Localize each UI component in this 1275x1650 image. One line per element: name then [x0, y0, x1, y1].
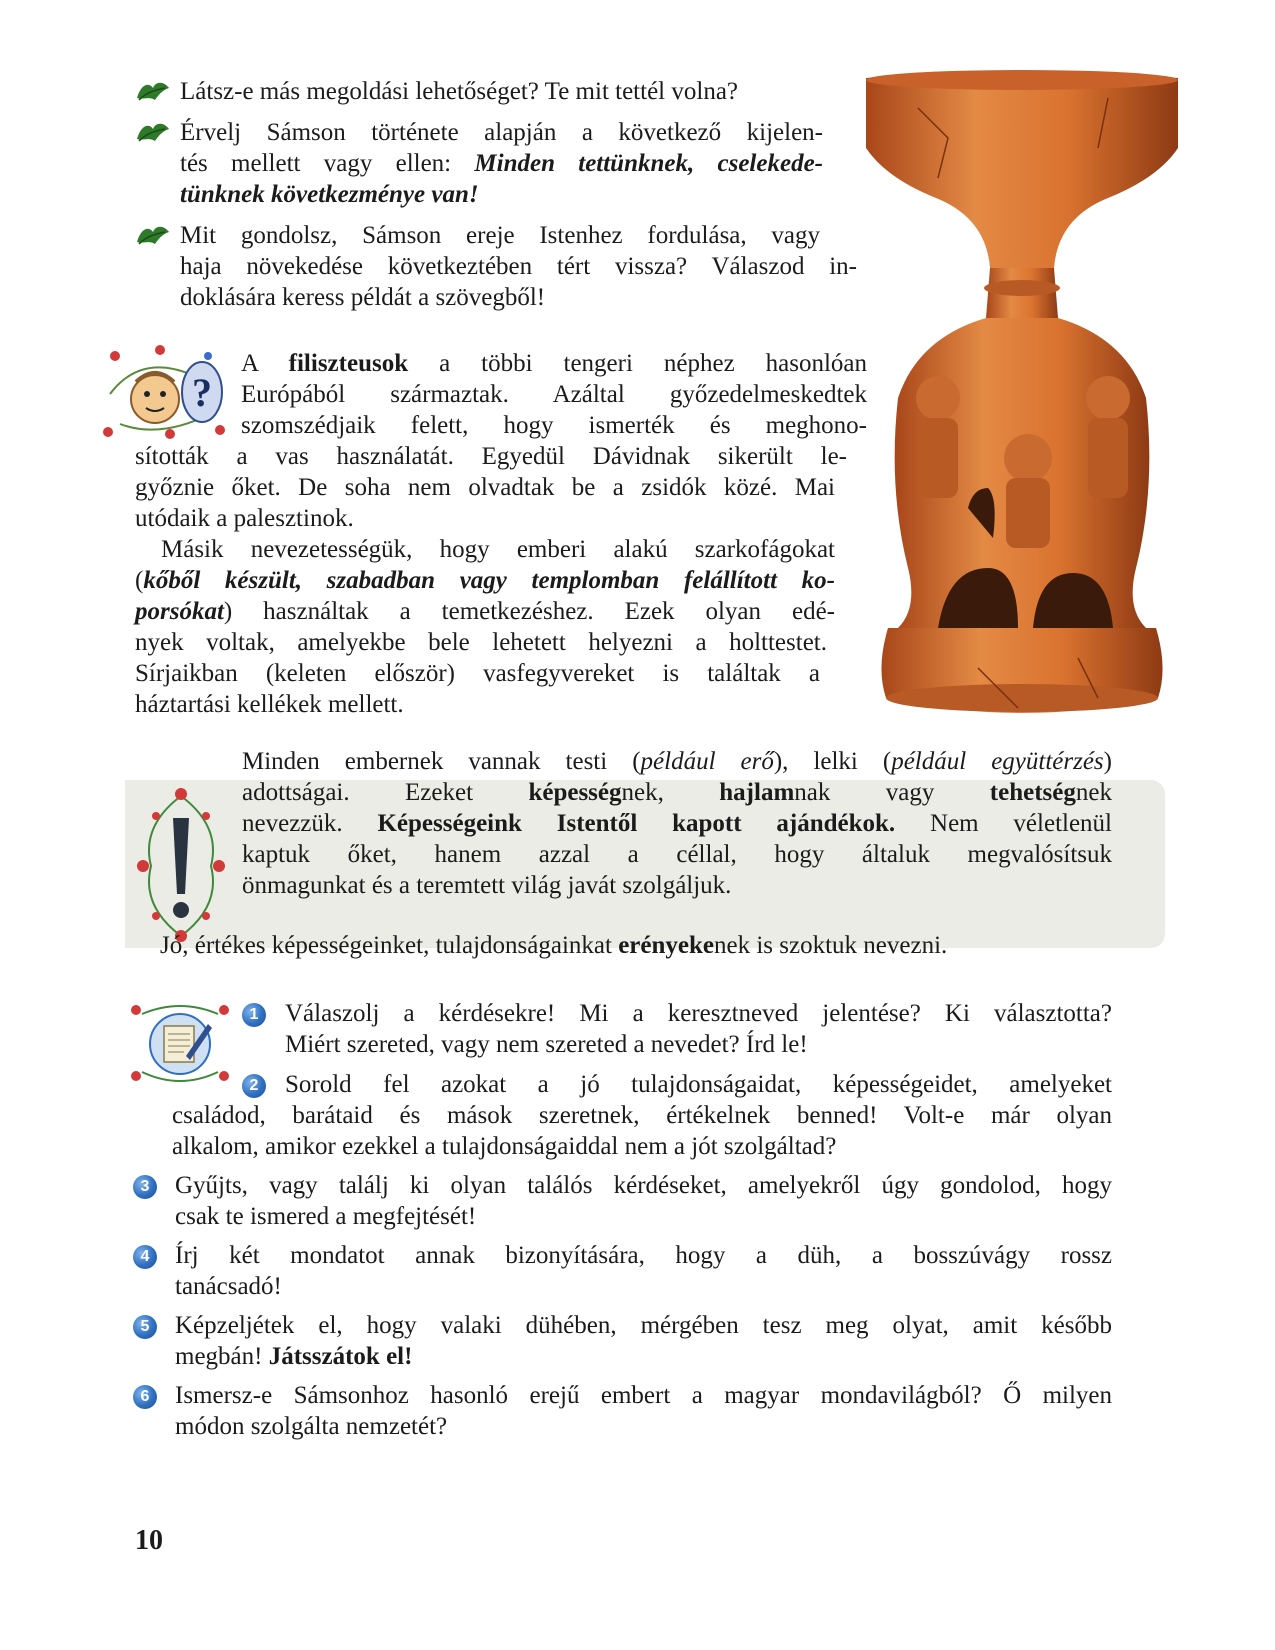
question-2 [135, 117, 823, 210]
task-number-4: 4 [133, 1245, 157, 1269]
text-line: győznie őket. De soha nem olvadtak be a zsidók közé. Mai [135, 474, 835, 501]
question-3 [135, 220, 857, 313]
text-line: nyek voltak, amelyekbe bele lehetett helyezni a holttestet. [135, 629, 827, 656]
question-text: Látsz-e más megoldási lehetőséget? Te mit tettél volna? [180, 78, 739, 105]
question-line: tünknek következménye van! [180, 181, 479, 208]
text-line: (kőből készült, szabadban vagy templomban felállított ko- [135, 567, 835, 594]
page-number: 10 [135, 1525, 163, 1556]
question-line: Érvelj Sámson története alapján a következő kijelen- [180, 119, 823, 146]
text-line: Másik nevezetességük, hogy emberi alakú szarkofágokat [161, 536, 835, 563]
task-2 [172, 1069, 1112, 1162]
philistines-paragraph [135, 348, 867, 534]
text-line: utódaik a palesztinok. [135, 505, 354, 532]
text-line: csak te ismered a megfejtését! [175, 1203, 477, 1230]
task-number-6: 6 [133, 1385, 157, 1409]
text-line: nevezzük. Képességeink Istentől kapott ajándékok. Nem véletlenül [242, 810, 1113, 837]
svg-text:?: ? [192, 370, 212, 415]
virtues-sentence: Jó, értékes képességeinket, tulajdonságainkat erényekenek is szoktuk nevezni. [160, 932, 948, 959]
exclamation-ornament-icon [131, 786, 231, 944]
task-number-1: 1 [242, 1003, 266, 1027]
question-line: tés mellett vagy ellen: Minden tettünknek, cselekede- [180, 150, 823, 177]
question-line: Mit gondolsz, Sámson ereje Istenhez fordulása, vagy [180, 222, 820, 249]
text-line: szomszédjaik felett, hogy ismerték és meghono- [241, 412, 867, 439]
task-number-2: 2 [242, 1074, 266, 1098]
task-5 [175, 1310, 1112, 1372]
text-line: Sírjaikban (keleten először) vasfegyvereket is találtak a [135, 660, 820, 687]
task-number-5: 5 [133, 1315, 157, 1339]
text-line: Gyűjts, vagy találj ki olyan találós kérdéseket, amelyekről úgy gondolod, hogy [175, 1172, 1112, 1199]
task-number-3: 3 [133, 1175, 157, 1199]
task-6 [175, 1380, 1112, 1442]
text-line: kaptuk őket, hanem azzal a céllal, hogy általuk megvalósítsuk [242, 841, 1112, 868]
text-line: Európából származtak. Azáltal győzedelmeskedtek [241, 381, 867, 408]
text-line: porsókat) használtak a temetkezéshez. Ezek olyan edé- [135, 598, 835, 625]
text-line: Sorold fel azokat a jó tulajdonságaidat, képességeidet, amelyeket [285, 1071, 1112, 1098]
text-line: önmagunkat és a teremtett világ javát szolgáljuk. [242, 872, 732, 899]
task-4 [175, 1240, 1112, 1302]
leaf-bullet-icon [135, 119, 171, 145]
question-line: haja növekedése következtében tért vissza? Válaszod in- [180, 253, 857, 280]
leaf-bullet-icon [135, 78, 171, 104]
text-line: A filiszteusok a többi tengeri néphez hasonlóan [241, 350, 867, 377]
text-line: Válaszolj a kérdésekre! Mi a keresztneved jelentése? Ki választotta? [285, 1000, 1112, 1027]
text-line: sították a vas használatát. Egyedül Dávidnak sikerült le- [135, 443, 847, 470]
text-line: megbán! Játsszátok el! [175, 1343, 413, 1370]
leaf-bullet-icon [135, 222, 171, 248]
text-line: Miért szereted, vagy nem szereted a nevedet? Írd le! [285, 1031, 808, 1058]
task-1 [285, 998, 1112, 1060]
text-line: tanácsadó! [175, 1273, 282, 1300]
text-line: Ismersz-e Sámsonhoz hasonló erejű embert a magyar mondavilágból? Ő milyen [175, 1382, 1112, 1409]
text-line: adottságai. Ezeket képességnek, hajlamnak vagy tehetségnek [242, 779, 1112, 806]
philistine-vase-image [858, 68, 1186, 730]
text-line: Írj két mondatot annak bizonyítására, hogy a düh, a bosszúvágy rossz [175, 1242, 1112, 1269]
text-line: Minden embernek vannak testi (például erő), lelki (például együttérzés) [242, 748, 1112, 775]
text-line: családod, barátaid és mások szeretnek, értékelnek benned! Volt-e már olyan [172, 1102, 1112, 1129]
text-line: módon szolgálta nemzetét? [175, 1413, 448, 1440]
text-line: Képzeljétek el, hogy valaki dühében, mérgében tesz meg olyat, amit később [175, 1312, 1112, 1339]
text-line: háztartási kellékek mellett. [135, 691, 404, 718]
task-3 [175, 1170, 1112, 1232]
sarcophagus-paragraph [135, 534, 835, 720]
question-line: doklására keress példát a szövegből! [180, 284, 546, 311]
text-line: alkalom, amikor ezekkel a tulajdonságaiddal nem a jót szolgáltad? [172, 1133, 837, 1160]
question-1 [135, 76, 835, 107]
info-text [242, 746, 1112, 901]
